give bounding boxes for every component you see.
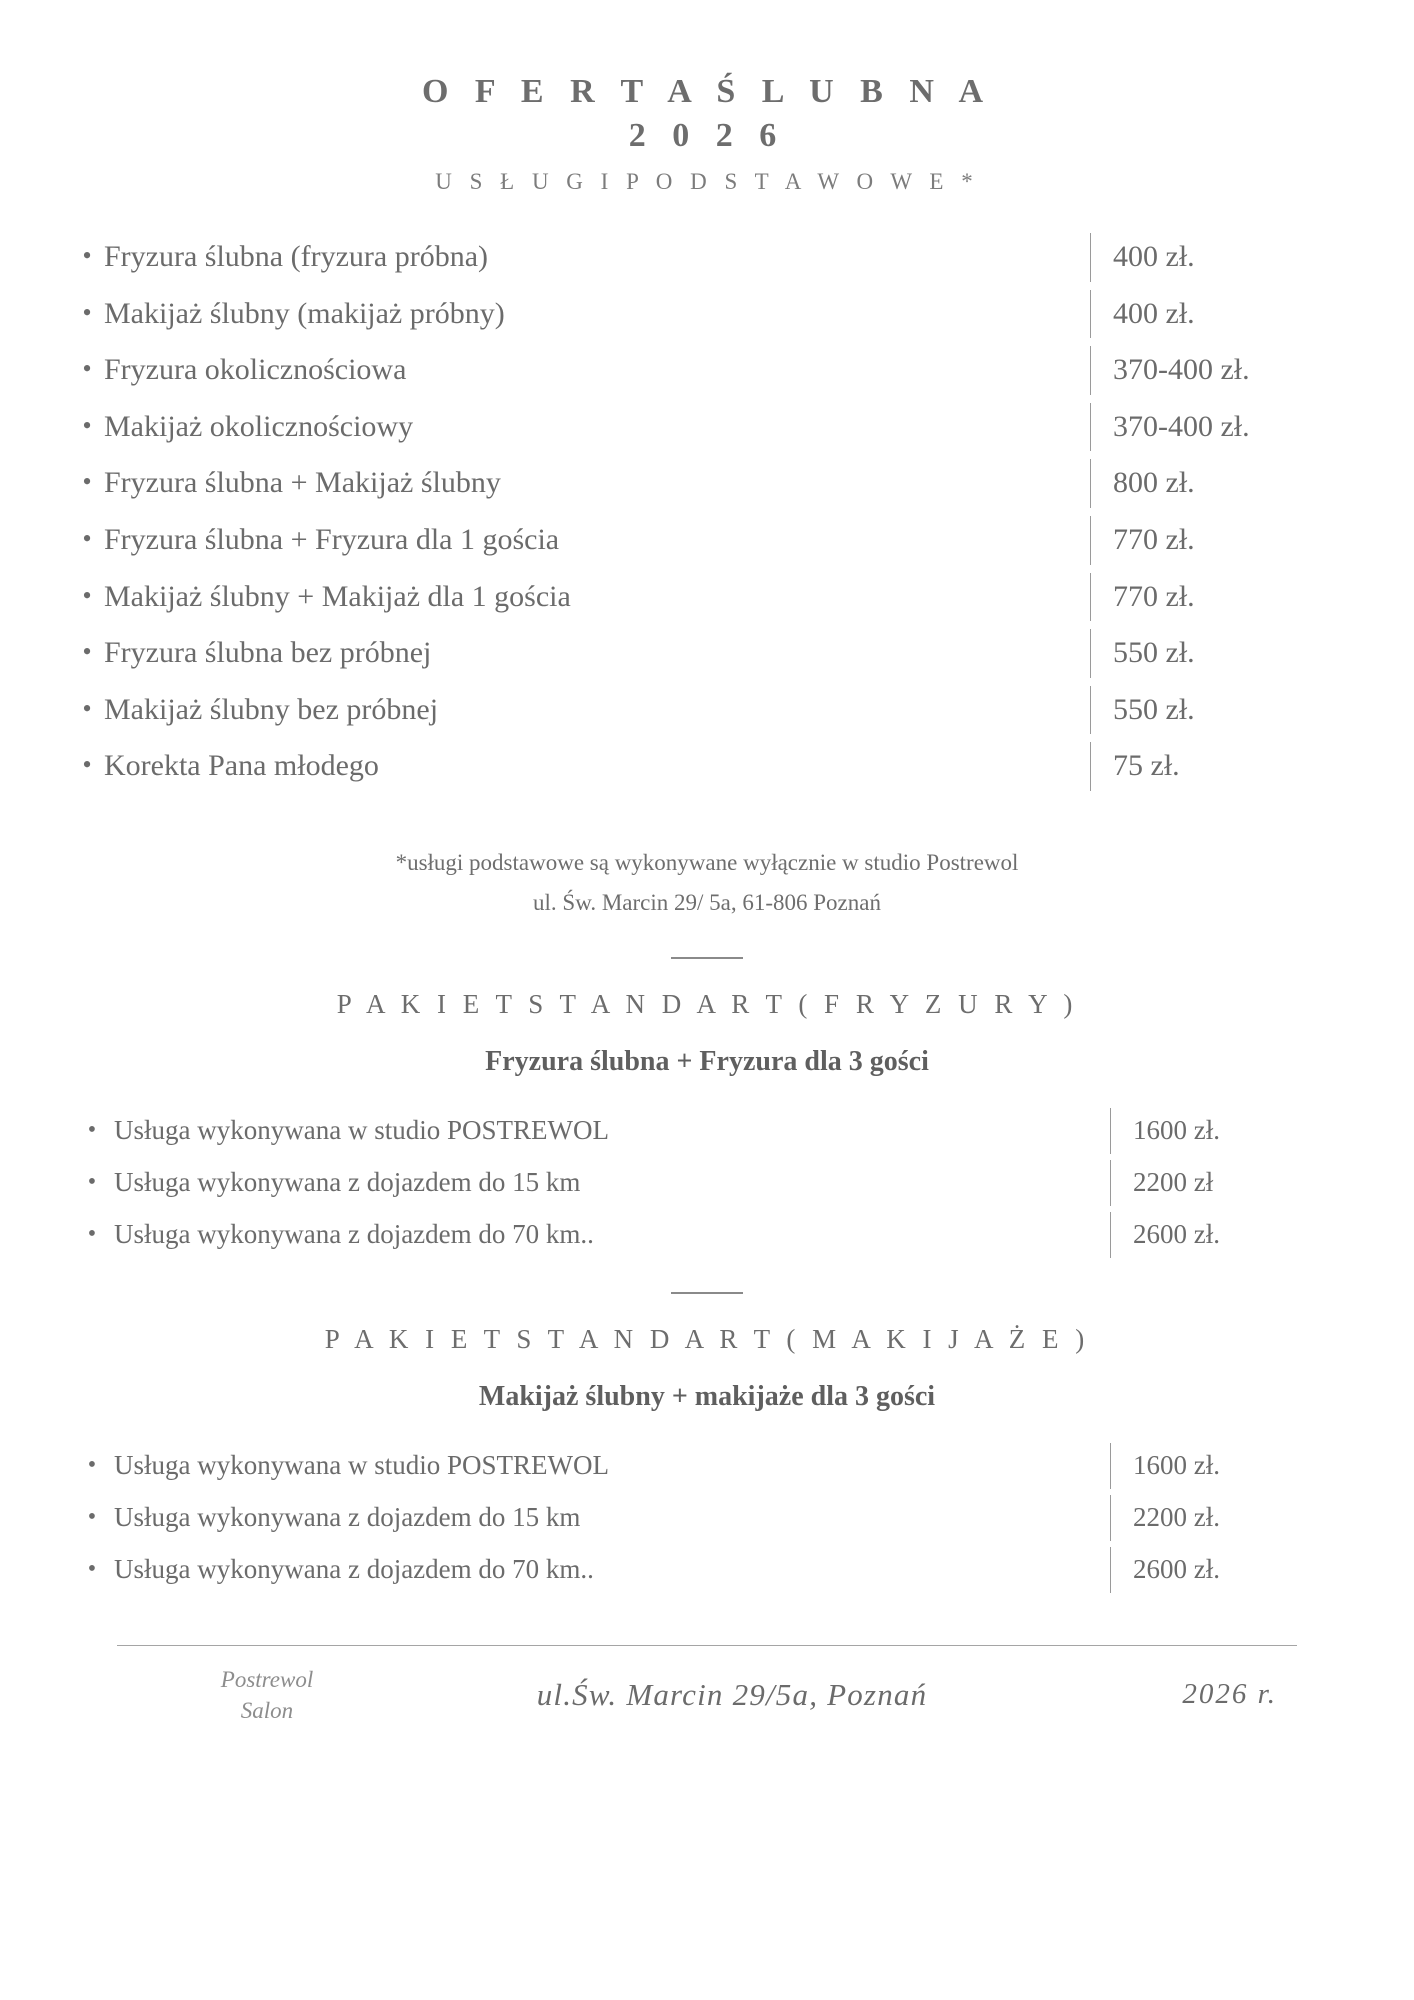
page-subtitle: U S Ł U G I P O D S T A W O W E * <box>435 169 979 195</box>
column-divider <box>1090 346 1091 395</box>
bullet-icon: • <box>82 241 92 271</box>
service-label-wrap <box>70 573 1090 622</box>
service-price: 770 zł. <box>1113 579 1195 613</box>
list-item <box>70 629 1344 678</box>
list-item <box>70 686 1344 735</box>
package-hair-title: P A K I E T S T A N D A R T ( F R Y Z U R Y ) <box>336 989 1078 1020</box>
package-hair-section <box>70 989 1344 1258</box>
bullet-icon: • <box>87 1117 97 1144</box>
bullet-icon: • <box>82 354 92 384</box>
package-item-name: Usługa wykonywana z dojazdem do 15 km <box>114 1502 581 1533</box>
service-price: 550 zł. <box>1113 636 1195 670</box>
column-divider <box>1110 1495 1111 1541</box>
section-divider <box>671 1292 743 1294</box>
package-item-label-wrap <box>70 1212 1110 1258</box>
bullet-icon: • <box>87 1452 97 1479</box>
package-item-name: Usługa wykonywana z dojazdem do 70 km.. <box>114 1219 594 1250</box>
list-item <box>70 1495 1344 1541</box>
service-label-wrap <box>70 403 1090 452</box>
column-divider <box>1110 1212 1111 1258</box>
service-name: Makijaż ślubny bez próbnej <box>104 692 439 726</box>
list-item <box>70 573 1344 622</box>
service-name: Fryzura ślubna bez próbnej <box>104 636 432 670</box>
service-label-wrap <box>70 290 1090 339</box>
package-item-price: 1600 zł. <box>1133 1450 1220 1481</box>
service-name: Makijaż okolicznościowy <box>104 409 414 443</box>
service-price: 370-400 zł. <box>1113 409 1250 443</box>
bullet-icon: • <box>87 1555 97 1582</box>
bullet-icon: • <box>82 750 92 780</box>
package-item-price: 2200 zł <box>1133 1167 1214 1198</box>
footnote <box>70 843 1344 924</box>
service-label-wrap <box>70 686 1090 735</box>
list-item <box>70 403 1344 452</box>
package-makeup-list <box>70 1443 1344 1593</box>
column-divider <box>1110 1443 1111 1489</box>
page-title-year: 2 0 2 6 <box>628 116 786 154</box>
footer-address: ul.Św. Marcin 29/5a, Poznań <box>536 1676 928 1712</box>
bullet-icon: • <box>87 1169 97 1196</box>
bullet-icon: • <box>87 1504 97 1531</box>
footnote-line-2: ul. Św. Marcin 29/ 5a, 61-806 Poznań <box>533 890 881 916</box>
footer-year: 2026 r. <box>1182 1678 1277 1711</box>
service-name: Fryzura ślubna + Makijaż ślubny <box>104 466 501 500</box>
bullet-icon: • <box>82 297 92 327</box>
service-name: Makijaż ślubny (makijaż próbny) <box>104 296 505 330</box>
package-hair-list <box>70 1108 1344 1258</box>
column-divider <box>1090 629 1091 678</box>
service-price: 400 zł. <box>1113 296 1195 330</box>
service-name: Makijaż ślubny + Makijaż dla 1 gościa <box>104 579 571 613</box>
service-name: Fryzura ślubna + Fryzura dla 1 gościa <box>104 523 560 556</box>
document-header <box>70 70 1344 195</box>
service-price: 800 zł. <box>1113 466 1195 500</box>
service-label-wrap <box>70 459 1090 508</box>
footer-content <box>117 1664 1297 1766</box>
package-item-name: Usługa wykonywana w studio POSTREWOL <box>114 1115 609 1146</box>
list-item <box>70 1443 1344 1489</box>
service-name: Fryzura okolicznościowa <box>104 353 407 387</box>
footer-divider <box>117 1645 1297 1646</box>
package-makeup-subtitle: Makijaż ślubny + makijaże dla 3 gości <box>478 1381 936 1413</box>
service-label-wrap <box>70 233 1090 282</box>
column-divider <box>1090 459 1091 508</box>
footnote-line-1: *usługi podstawowe są wykonywane wyłącznie w studio Postrewol <box>395 849 1019 875</box>
service-name: Korekta Pana młodego <box>104 749 379 783</box>
bullet-icon: • <box>87 1221 97 1248</box>
bullet-icon: • <box>82 467 92 497</box>
package-item-name: Usługa wykonywana z dojazdem do 15 km <box>114 1167 581 1198</box>
package-makeup-section <box>70 1324 1344 1593</box>
package-item-name: Usługa wykonywana w studio POSTREWOL <box>114 1450 609 1481</box>
list-item <box>70 1212 1344 1258</box>
package-item-price: 2200 zł. <box>1133 1502 1220 1533</box>
column-divider <box>1090 233 1091 282</box>
bullet-icon: • <box>82 580 92 610</box>
service-price: 400 zł. <box>1113 240 1195 274</box>
basic-services-list <box>70 233 1344 791</box>
service-label-wrap <box>70 742 1090 791</box>
column-divider <box>1090 686 1091 735</box>
bullet-icon: • <box>82 693 92 723</box>
package-item-label-wrap <box>70 1160 1110 1206</box>
package-item-label-wrap <box>70 1547 1110 1593</box>
package-hair-subtitle: Fryzura ślubna + Fryzura dla 3 gości <box>485 1046 929 1078</box>
list-item <box>70 459 1344 508</box>
package-item-label-wrap <box>70 1443 1110 1489</box>
package-item-price: 1600 zł. <box>1133 1115 1220 1146</box>
list-item <box>70 1160 1344 1206</box>
list-item <box>70 290 1344 339</box>
service-name: Fryzura ślubna (fryzura próbna) <box>104 240 489 274</box>
service-label-wrap <box>70 629 1090 678</box>
brand-name: Postrewol <box>220 1666 314 1692</box>
column-divider <box>1090 516 1091 565</box>
document-footer <box>70 1639 1344 1766</box>
section-divider <box>671 957 743 959</box>
service-label-wrap <box>70 346 1090 395</box>
list-item <box>70 346 1344 395</box>
column-divider <box>1090 742 1091 791</box>
column-divider <box>1110 1547 1111 1593</box>
column-divider <box>1090 403 1091 452</box>
package-item-name: Usługa wykonywana z dojazdem do 70 km.. <box>114 1553 594 1584</box>
list-item <box>70 516 1344 565</box>
service-price: 75 zł. <box>1113 749 1180 783</box>
package-item-label-wrap <box>70 1495 1110 1541</box>
package-item-label-wrap <box>70 1108 1110 1154</box>
service-price: 370-400 zł. <box>1113 353 1250 387</box>
service-label-wrap <box>70 516 1090 565</box>
column-divider <box>1090 573 1091 622</box>
package-item-price: 2600 zł. <box>1133 1219 1220 1250</box>
list-item <box>70 742 1344 791</box>
brand-subtitle: Salon <box>240 1697 294 1723</box>
bullet-icon: • <box>82 524 92 553</box>
package-item-price: 2600 zł. <box>1133 1553 1220 1584</box>
column-divider <box>1090 290 1091 339</box>
page-title: O F E R T A Ś L U B N A <box>421 73 993 110</box>
list-item <box>70 1108 1344 1154</box>
brand-logo <box>117 1664 417 1726</box>
column-divider <box>1110 1160 1111 1206</box>
bullet-icon: • <box>82 410 92 440</box>
column-divider <box>1110 1108 1111 1154</box>
service-price: 550 zł. <box>1113 692 1195 726</box>
bullet-icon: • <box>82 637 92 667</box>
list-item <box>70 233 1344 282</box>
package-makeup-title: P A K I E T S T A N D A R T ( M A K I J A Ż E ) <box>324 1324 1090 1355</box>
list-item <box>70 1547 1344 1593</box>
service-price: 770 zł. <box>1113 523 1195 556</box>
